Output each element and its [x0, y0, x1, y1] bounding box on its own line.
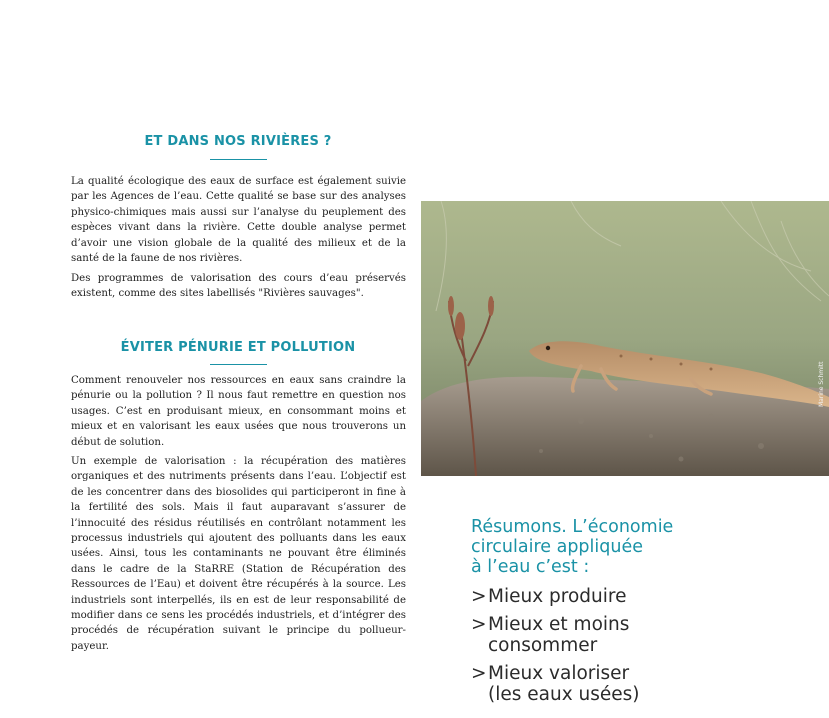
summary-line: à l’eau c’est :: [471, 557, 590, 577]
summary-bullet: [471, 586, 811, 607]
title-divider: [210, 364, 267, 365]
summary-bullet-list: [471, 586, 811, 712]
bullet-marker: >: [471, 663, 487, 684]
bullet-marker: >: [471, 614, 487, 635]
summary-bullet: [471, 663, 811, 705]
bullet-text: Mieux produire: [488, 586, 627, 607]
paragraph-river-quality: La qualité écologique des eaux de surface est également suivie par les Agences de l’eau. Cette qualité se base sur des analyses physico-chimiques mais aussi sur l’analyse du peuplement des espèces vivant dans la rivière. Cette double analyse permet d’avoir une vision globale de la qualité des milieux et de la santé de la faune de nos rivières.: [71, 176, 406, 265]
summary-bullet: [471, 614, 811, 656]
paragraph-resources: Comment renouveler nos ressources en eaux sans craindre la pénurie ou la pollution ? Il nous faut remettre en question nos usages. C’est en produisant mieux, en consommant moins et mieux et en valorisant les eaux usées que nous trouverons un début de solution.: [71, 375, 406, 448]
photo-credit: Marine Schmitt: [818, 361, 825, 407]
summary-line: Résumons. L’économie: [471, 517, 674, 537]
bullet-text: Mieux et moins: [488, 614, 630, 635]
bullet-text: (les eaux usées): [488, 684, 640, 705]
paragraph-valorisation: Un exemple de valorisation : la récupération des matières organiques et des nutriments présents dans l’eau. L’objectif est de les concentrer dans des biosolides qui participeront in fine à la fertilité des sols. Mais il faut auparavant s’assurer de l’innocuité des résidus réutilisés en contrôlant notamment les processus industriels qui ajoutent des polluants dans les eaux usées. Ainsi, tous les contaminants ne pouvant être éliminés dans le cadre de la StaRRE (Station de Récupération des Ressources de l’Eau) et doivent être récupérés à la source. Les industriels sont interpellés, ils en est de leur responsabilité de modifier dans ce sens les procédés industriels, et d’intégrer des procédés de récupération suivant le principe du pollueur-payeur.: [71, 456, 406, 652]
section-title-rivers: ET DANS NOS RIVIÈRES ?: [144, 134, 332, 149]
bullet-marker: >: [471, 586, 487, 607]
bullet-text: Mieux valoriser: [488, 663, 630, 684]
section-title-shortage: ÉVITER PÉNURIE ET POLLUTION: [120, 340, 356, 355]
summary-line: circulaire appliquée: [471, 537, 643, 557]
summary-heading: [471, 517, 801, 577]
newt-photo: [421, 201, 829, 476]
bullet-text: consommer: [488, 635, 598, 656]
title-divider: [210, 159, 267, 160]
paragraph-river-programs: Des programmes de valorisation des cours d’eau préservés existent, comme des sites labellisés "Rivières sauvages".: [71, 273, 406, 300]
